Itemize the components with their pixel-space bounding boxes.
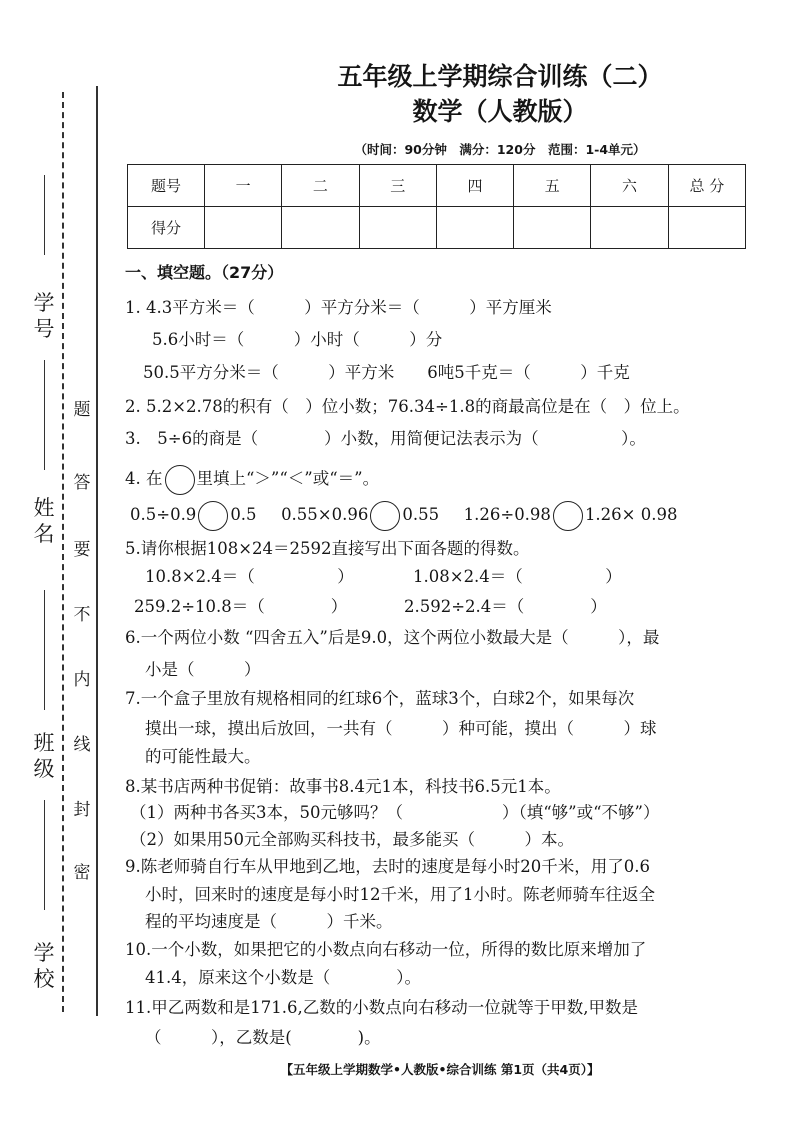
question-6b: 小是（ ）: [145, 660, 261, 679]
question-11b: （ ），乙数是( )。: [145, 1028, 381, 1047]
exam-meta: （时间：90分钟 满分：120分 范围：1-4单元）: [354, 142, 646, 157]
seal-char: 封: [73, 800, 91, 820]
question-10b: 41.4，原来这个小数是（ ）。: [145, 968, 421, 987]
score-input-cell[interactable]: [668, 207, 745, 249]
title-line1: 五年级上学期综合训练（二）: [337, 62, 663, 91]
seal-char: 不: [73, 605, 91, 625]
question-6a: 6.一个两位小数 “四舍五入”后是9.0，这个两位小数最大是（ ），最: [125, 628, 660, 647]
compare-left: 0.55×0.96: [281, 505, 369, 524]
question-2: 2. 5.2×2.78的积有（ ）位小数；76.34÷1.8的商最高位是在（ ）位上。: [125, 397, 690, 416]
score-input-cell[interactable]: [359, 207, 436, 249]
question-1a: 1. 4.3平方米＝（ ）平方分米＝（ ）平方厘米: [125, 298, 552, 317]
compare-left: 1.26÷0.98: [463, 505, 551, 524]
question-7a: 7.一个盒子里放有规格相同的红球6个，蓝球3个，白球2个，如果每次: [125, 689, 635, 708]
question-8: 8.某书店两种书促销：故事书8.4元1本，科技书6.5元1本。: [125, 777, 561, 796]
compare-left: 0.5÷0.9: [130, 505, 197, 524]
score-input-cell[interactable]: [205, 207, 282, 249]
score-cell: 四: [436, 165, 513, 207]
score-table-header-row: [128, 165, 746, 207]
question-5: 5.请你根据108×24＝2592直接写出下面各题的得数。: [125, 539, 530, 558]
score-input-cell[interactable]: [591, 207, 668, 249]
compare-right: 1.26× 0.98: [584, 505, 678, 524]
question-4-text: 里填上“＞”“＜”或“＝”。: [196, 469, 380, 488]
cut-line-dashed: [62, 92, 64, 1012]
class-label: 班级: [33, 731, 55, 781]
question-4-items: [130, 500, 677, 531]
title-line2: 数学（人教版）: [412, 97, 588, 126]
score-cell: 二: [282, 165, 359, 207]
question-8b: （2）如果用50元全部购买科技书，最多能买（ ）本。: [130, 830, 574, 849]
score-cell: 题号: [128, 165, 205, 207]
name-blank: [44, 360, 45, 470]
score-cell: 一: [205, 165, 282, 207]
question-9a: 9.陈老师骑自行车从甲地到乙地，去时的速度是每小时20千米，用了0.6: [125, 857, 650, 876]
question-7c: 的可能性最大。: [145, 747, 261, 766]
student-no-label: 学号: [33, 291, 55, 341]
seal-char: 要: [73, 540, 91, 560]
question-4-text: 4. 在: [125, 469, 163, 488]
compare-circle[interactable]: [198, 501, 228, 531]
question-10a: 10.一个小数，如果把它的小数点向右移动一位，所得的数比原来增加了: [125, 940, 647, 959]
name-label: 姓名: [33, 496, 55, 546]
question-5a: 10.8×2.4＝（ ）: [145, 567, 354, 586]
score-input-cell[interactable]: [514, 207, 591, 249]
question-4: [125, 464, 379, 495]
score-cell: 六: [591, 165, 668, 207]
question-8a: （1）两种书各买3本，50元够吗？（ ）（填“够”或“不够”）: [130, 803, 660, 822]
seal-char: 题: [73, 400, 91, 420]
binding-line: [96, 86, 98, 1016]
school-blank: [44, 800, 45, 910]
blank-circle[interactable]: [165, 465, 195, 495]
score-cell: 五: [514, 165, 591, 207]
class-blank: [44, 590, 45, 710]
compare-right: 0.55: [402, 505, 440, 524]
question-1b: 5.6小时＝（ ）小时（ ）分: [152, 330, 443, 349]
compare-circle[interactable]: [553, 501, 583, 531]
seal-char: 内: [73, 670, 91, 690]
question-3: 3. 5÷6的商是（ ）小数，用简便记法表示为（ ）。: [125, 429, 646, 448]
compare-circle[interactable]: [370, 501, 400, 531]
score-input-cell[interactable]: [282, 207, 359, 249]
question-5d: 2.592÷2.4＝（ ）: [404, 597, 607, 616]
page-footer: 【五年级上学期数学•人教版•综合训练 第1页（共4页）】: [280, 1062, 600, 1077]
question-9b: 小时，回来时的速度是每小时12千米，用了1小时。陈老师骑车往返全: [145, 885, 655, 904]
school-label: 学校: [33, 941, 55, 991]
score-row-label: 得分: [128, 207, 205, 249]
section-heading: 一、填空题。（27分）: [125, 263, 284, 282]
seal-char: 答: [73, 473, 91, 493]
seal-char: 线: [73, 735, 91, 755]
question-5c: 259.2÷10.8＝（ ）: [134, 597, 348, 616]
score-cell: 总 分: [668, 165, 745, 207]
question-7b: 摸出一球，摸出后放回，一共有（ ）种可能，摸出（ ）球: [145, 719, 657, 738]
score-table: [127, 164, 746, 249]
student-no-blank: [44, 175, 45, 255]
score-table-score-row: [128, 207, 746, 249]
question-11a: 11.甲乙两数和是171.6,乙数的小数点向右移动一位就等于甲数,甲数是: [125, 998, 638, 1017]
compare-right: 0.5: [230, 505, 257, 524]
question-1c: 50.5平方分米＝（ ）平方米 6吨5千克＝（ ）千克: [143, 363, 630, 382]
question-9c: 程的平均速度是（ ）千米。: [145, 912, 393, 931]
score-input-cell[interactable]: [436, 207, 513, 249]
question-5b: 1.08×2.4＝（ ）: [413, 567, 622, 586]
score-cell: 三: [359, 165, 436, 207]
seal-char: 密: [73, 863, 91, 883]
